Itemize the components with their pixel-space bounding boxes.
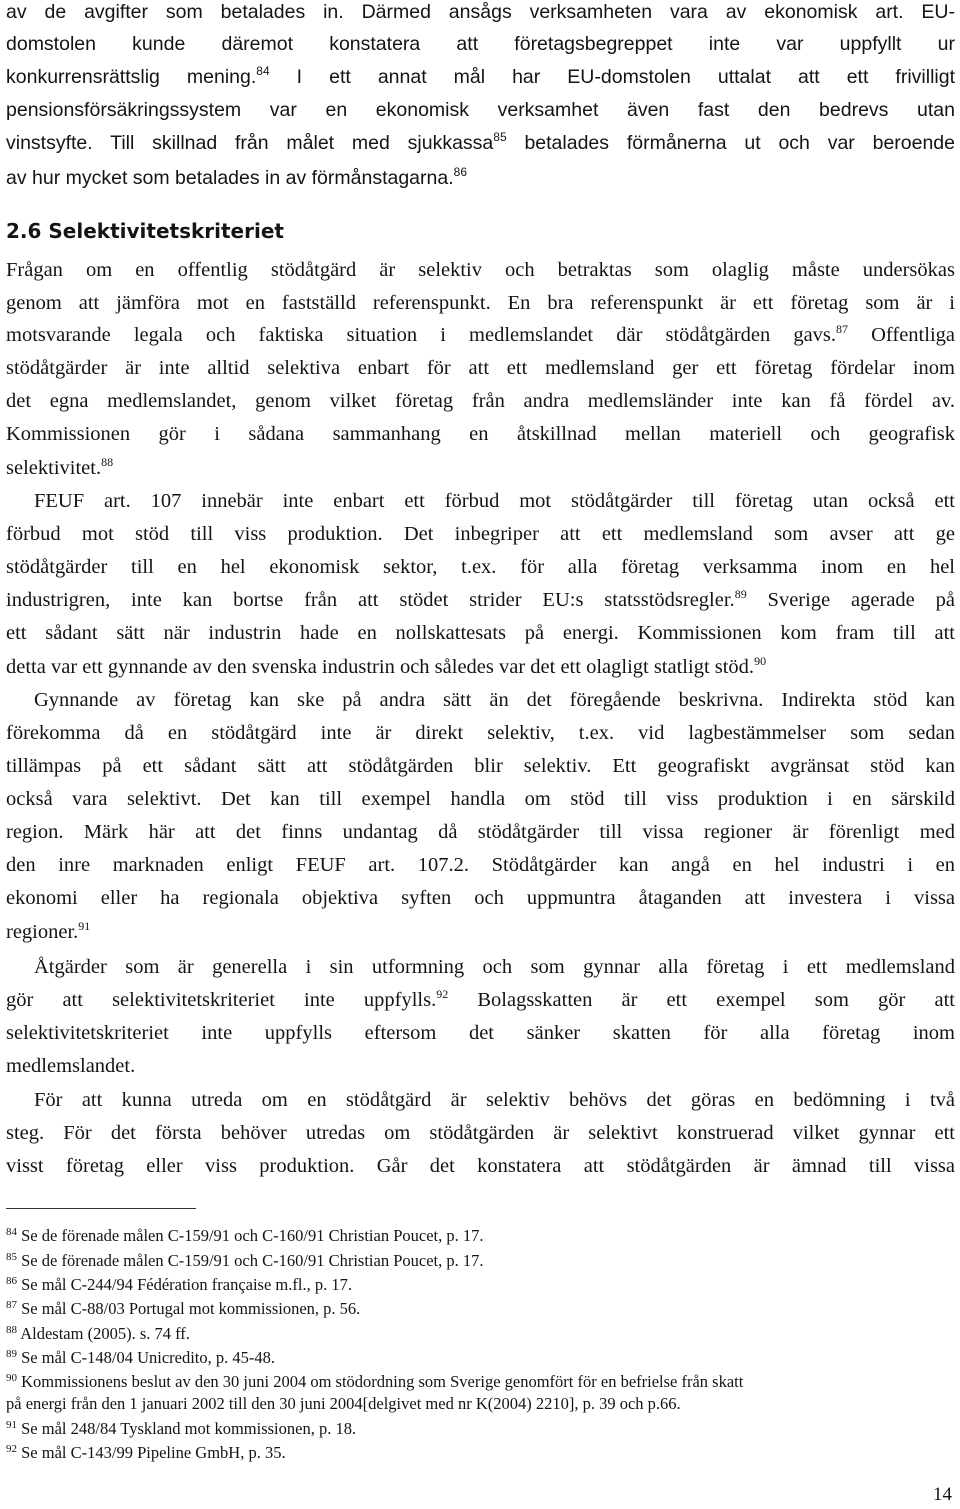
body-line: pensionsförsäkringssystem var en ekonomisk verksamhet även fast den bedrevs utan (6, 99, 955, 121)
body-line: stödåtgärder till en hel ekonomisk sektor, t.ex. för alla företag verksamma inom en hel (6, 556, 955, 578)
body-line: Åtgärder som är generella i sin utformning och som gynnar alla företag i ett medlemsland (34, 956, 955, 978)
footnote-ref: 91 (78, 919, 91, 933)
footnote-ref: 86 (453, 165, 467, 179)
body-line: ekonomi eller ha regionala objektiva syften och uppmuntra åtaganden att investera i vissa (6, 887, 955, 909)
footnote: $^{90}$ Kommissionens beslut av den 30 juni 2004 om stödordning som Sverige genomfört för en befrielse från skatt (6, 1372, 744, 1391)
footnote-ref: 87 (836, 322, 849, 336)
body-line: medlemslandet. (6, 1055, 136, 1077)
body-line: detta var ett gynnande av den svenska industrin och således var det ett olagligt statligt stöd.$^{90}$ (6, 654, 767, 678)
body-line: konkurrensrättslig mening.$^{84}$ I ett annat mål har EU-domstolen uttalat att ett frivilligt (6, 64, 956, 88)
footnote: $^{88}$ Aldestam (2005). s. 74 ff. (6, 1324, 190, 1343)
footnote: $^{84}$ Se de förenade målen C-159/91 och C-160/91 Christian Poucet, p. 17. (6, 1226, 484, 1245)
body-line: vinstsyfte. Till skillnad från målet med sjukkassa$^{85}$ betalades förmånerna ut och var beroende (6, 130, 956, 154)
footnote-number: 91 (6, 1419, 17, 1431)
body-line: visst företag eller viss produktion. Går det konstatera att stödåtgärden är ämnad till vissa (6, 1155, 955, 1177)
footnote-number: 92 (6, 1443, 17, 1455)
footnote-continuation: på energi från den 1 januari 2002 till den 30 juni 2004[delgivet med nr K(2004) 2210], p. 39 och p.66. (6, 1394, 681, 1413)
body-line: också vara selektivt. Det kan till exempel handla om stöd till viss produktion i en särskild (6, 788, 955, 810)
body-line: förbud mot stöd till viss produktion. Det inbegriper att ett medlemsland som avser att ge (6, 523, 955, 545)
footnote-ref: 92 (436, 987, 449, 1001)
body-line: FEUF art. 107 innebär inte enbart ett förbud mot stödåtgärder till företag utan också ett (34, 490, 955, 512)
footnote: $^{87}$ Se mål C-88/03 Portugal mot kommissionen, p. 56. (6, 1299, 361, 1318)
body-line: Frågan om en offentlig stödåtgärd är selektiv och betraktas som olaglig måste undersökas (6, 259, 955, 281)
body-line: selektivitet.$^{88}$ (6, 455, 114, 479)
body-line: stödåtgärder är inte alltid selektiva enbart för att ett medlemsland ger ett företag fördelar inom (6, 357, 955, 379)
footnote-ref: 90 (754, 654, 767, 668)
footnote-number: 84 (6, 1226, 17, 1238)
body-line: av hur mycket som betalades in av förmånstagarna.$^{86}$ (6, 165, 467, 189)
footnote-number: 85 (6, 1251, 17, 1263)
body-line: av de avgifter som betalades in. Därmed ansågs verksamheten vara av ekonomisk art. EU- (6, 1, 955, 23)
footnote-ref: 84 (256, 64, 270, 78)
body-line: motsvarande legala och faktiska situation i medlemslandet där stödåtgärden gavs.$^{87}$ Offentliga (6, 322, 955, 346)
body-line: den inre marknaden enligt FEUF art. 107.2. Stödåtgärder kan angå en hel industri i en (6, 854, 955, 876)
section-heading: 2.6 Selektivitetskriteriet (6, 219, 284, 243)
body-line: steg. För det första behöver utredas om stödåtgärden är selektivt konstruerad vilket gynnar ett (6, 1122, 955, 1144)
footnote-number: 87 (6, 1299, 17, 1311)
body-line: gör att selektivitetskriteriet inte uppfylls.$^{92}$ Bolagsskatten är ett exempel som gör att (6, 987, 955, 1011)
body-line: För att kunna utreda om en stödåtgärd är selektiv behövs det göras en bedömning i två (34, 1089, 955, 1111)
footnote-ref: 89 (734, 587, 747, 601)
footnote: $^{92}$ Se mål C-143/99 Pipeline GmbH, p. 35. (6, 1443, 286, 1462)
footnote: $^{85}$ Se de förenade målen C-159/91 och C-160/91 Christian Poucet, p. 17. (6, 1251, 484, 1270)
body-line: tillämpas på ett sådant sätt att stödåtgärden blir selektiv. Ett geografiskt avgränsat stöd kan (6, 755, 955, 777)
body-line: domstolen kunde däremot konstatera att företagsbegreppet inte var uppfyllt ur (6, 33, 955, 55)
body-line: ett sådant sätt när industrin hade en nollskattesats på energi. Kommissionen kom fram till att (6, 622, 955, 644)
body-line: selektivitetskriteriet inte uppfylls eftersom det sänker skatten för alla företag inom (6, 1022, 955, 1044)
body-line: Gynnande av företag kan ske på andra sätt än det föregående beskrivna. Indirekta stöd kan (34, 689, 955, 711)
footnote: $^{89}$ Se mål C-148/04 Unicredito, p. 45-48. (6, 1348, 276, 1367)
body-line: region. Märk här att det finns undantag då stödåtgärder till vissa regioner är förenligt med (6, 821, 955, 843)
footnote-separator (6, 1208, 196, 1209)
body-line: industrigren, inte kan bortse från att stödet strider EU:s statsstödsregler.$^{89}$ Sverige agerade på (6, 587, 955, 611)
footnote-number: 89 (6, 1348, 17, 1360)
body-line: förekomma då en stödåtgärd inte är direkt selektiv, t.ex. vid lagbestämmelser som sedan (6, 722, 955, 744)
footnote: $^{86}$ Se mål C-244/94 Fédération française m.fl., p. 17. (6, 1275, 352, 1294)
footnote: $^{91}$ Se mål 248/84 Tyskland mot kommissionen, p. 18. (6, 1419, 357, 1438)
body-line: regioner.$^{91}$ (6, 919, 91, 943)
page-number: 14 (933, 1484, 952, 1505)
body-line: genom att jämföra mot en fastställd referenspunkt. En bra referenspunkt är ett företag som är i (6, 292, 955, 314)
footnote-ref: 85 (493, 130, 507, 144)
footnote-ref: 88 (101, 455, 114, 469)
footnote-number: 90 (6, 1372, 17, 1384)
body-line: det egna medlemslandet, genom vilket företag från andra medlemsländer inte kan få fördel av. (6, 390, 955, 412)
footnote-number: 88 (6, 1324, 17, 1336)
footnote-number: 86 (6, 1275, 17, 1287)
body-line: Kommissionen gör i sådana sammanhang en åtskillnad mellan materiell och geografisk (6, 423, 955, 445)
